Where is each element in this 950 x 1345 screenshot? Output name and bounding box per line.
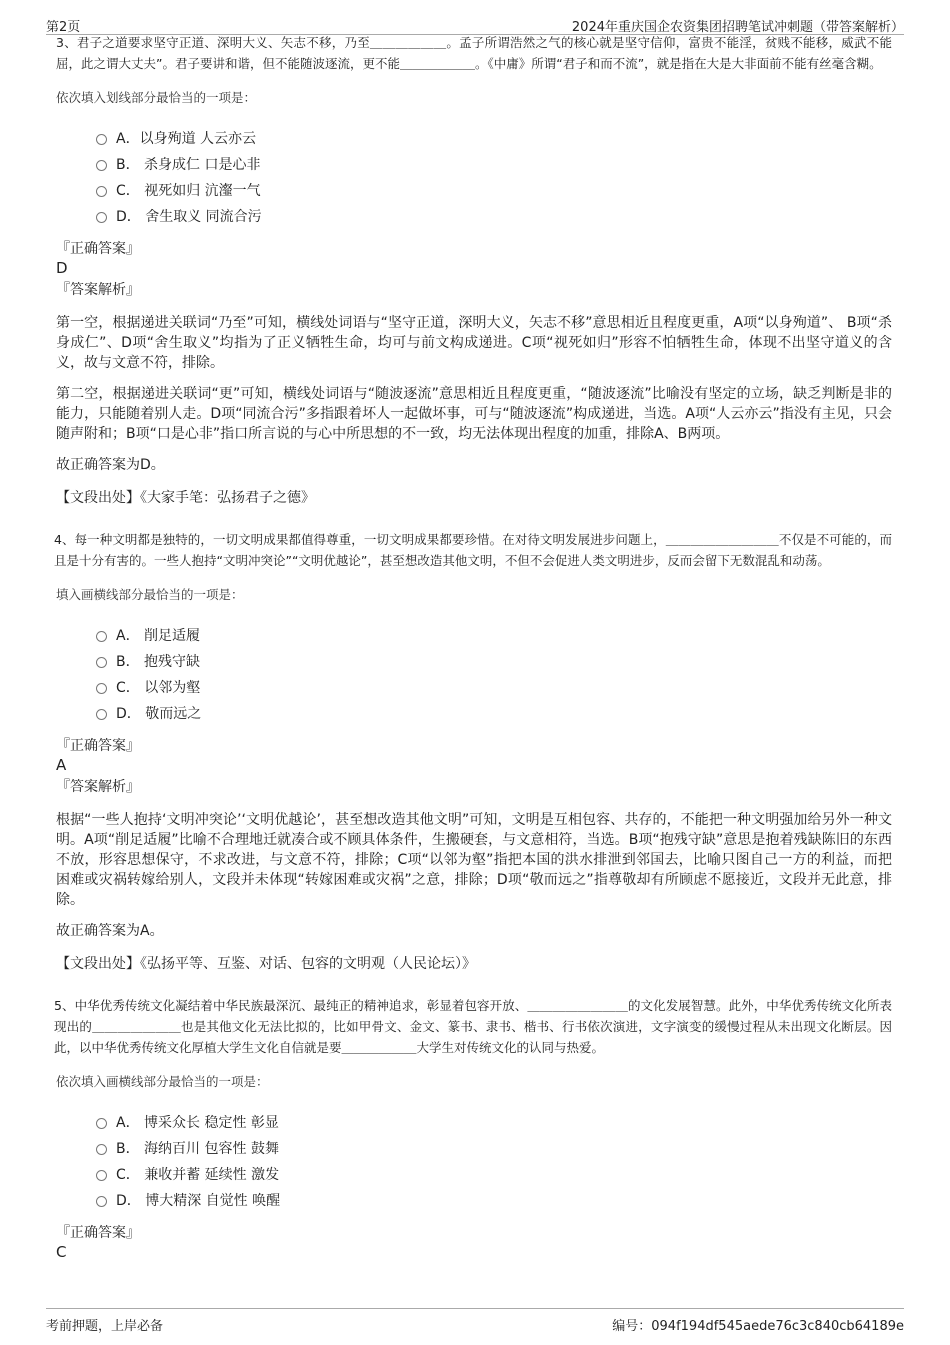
footer-slogan: 考前押题，上岸必备: [46, 1319, 164, 1334]
correct-answer-label: 『正确答案』: [56, 241, 140, 257]
question-3-options: [96, 126, 892, 230]
option-label: C． 以邻为壑: [116, 680, 201, 696]
question-3-text-wrapper: [56, 36, 892, 74]
radio-icon[interactable]: [96, 1118, 107, 1129]
option-label: D． 舍生取义 同流合污: [116, 209, 262, 225]
radio-icon[interactable]: [96, 212, 107, 223]
option-label: C． 视死如归 沆瀣一气: [116, 183, 261, 199]
analysis-paragraph: 第一空，根据递进关联词“乃至”可知，横线处词语与“坚守正道，深明大义，矢志不移”意思相近且程度更重，A项“以身殉道”、 B项“杀身成仁”、D项“舍生取义”均指为了正义牺牲生命，均可与前文构成递进。C项“视死如归”形容不怕牺牲生命，体现不出坚守道义的含义，故与文意不符，排除。: [56, 315, 892, 371]
option-c[interactable]: [96, 178, 892, 204]
radio-icon[interactable]: [96, 1196, 107, 1207]
question-5-prompt: 依次填入画横线部分最恰当的一项是：: [56, 1074, 269, 1089]
correct-answer: A: [56, 756, 67, 774]
option-c[interactable]: [96, 675, 892, 701]
option-label: B． 抱残守缺: [116, 654, 201, 670]
option-label: C． 兼收并蓄 延续性 激发: [116, 1167, 280, 1183]
option-label: A． 削足适履: [116, 628, 201, 644]
page-footer: [46, 1308, 904, 1333]
option-b[interactable]: [96, 152, 892, 178]
analysis-conclusion: 故正确答案为D。: [56, 457, 165, 473]
analysis-paragraph: 根据“一些人抱持‘文明冲突论’‘文明优越论’，甚至想改造其他文明”可知，文明是互相包容、共存的，不能把一种文明强加给另外一种文明。A项“削足适履”比喻不合理地迁就凑合或不顾具体条件，生搬硬套，与文意相符，当选。B项“抱残守缺”意思是抱着残缺陈旧的东西不放，形容思想保守，不求改进，与文意不符，排除；C项“以邻为壑”指把本国的洪水排泄到邻国去，比喻只图自己一方的利益，而把困难或灾祸转嫁给别人，文段并未体现“转嫁困难或灾祸”之意，排除；D项“敬而远之”指尊敬却有所顾虑不愿接近，文段并无此意，排除。: [56, 812, 892, 908]
document-id: 编号：094f194df545aede76c3c840cb64189e: [612, 1319, 904, 1334]
option-d[interactable]: [96, 701, 892, 727]
question-4-options: [96, 623, 892, 727]
option-d[interactable]: [96, 204, 892, 230]
option-label: A． 博采众长 稳定性 彰显: [116, 1115, 279, 1131]
question-5-options: [96, 1110, 892, 1214]
source-citation: 【文段出处】《大家手笔：弘扬君子之德》: [56, 490, 315, 506]
option-label: A．以身殉道 人云亦云: [116, 131, 257, 147]
option-label: B． 海纳百川 包容性 鼓舞: [116, 1141, 279, 1157]
analysis-paragraph: 第二空，根据递进关联词“更”可知，横线处词语与“随波逐流”意思相近且程度更重，“随波逐流”比喻没有坚定的立场，缺乏判断是非的能力，只能随着别人走。D项“同流合污”多指跟着坏人一起做坏事，可与“随波逐流”构成递进，当选。A项“人云亦云”指没有主见，只会随声附和；B项“口是心非”指口所言说的与心中所思想的不一致，均无法体现出程度的加重，排除A、B两项。: [56, 386, 892, 442]
option-a[interactable]: [96, 126, 892, 152]
source-citation: 【文段出处】《弘扬平等、互鉴、对话、包容的文明观（人民论坛）》: [56, 956, 476, 972]
correct-answer-label: 『正确答案』: [56, 738, 140, 754]
analysis-label: 『答案解析』: [56, 779, 140, 795]
radio-icon[interactable]: [96, 1144, 107, 1155]
option-a[interactable]: [96, 623, 892, 649]
radio-icon[interactable]: [96, 631, 107, 642]
correct-answer-label: 『正确答案』: [56, 1225, 140, 1241]
option-c[interactable]: [96, 1162, 892, 1188]
question-4-prompt: 填入画横线部分最恰当的一项是：: [56, 587, 244, 602]
radio-icon[interactable]: [96, 160, 107, 171]
correct-answer: C: [56, 1243, 67, 1261]
option-label: D． 博大精深 自觉性 唤醒: [116, 1193, 281, 1209]
question-3-prompt: 依次填入划线部分最恰当的一项是：: [56, 90, 257, 105]
document-title: 2024年重庆国企农资集团招聘笔试冲刺题（带答案解析）: [571, 20, 904, 35]
option-b[interactable]: [96, 649, 892, 675]
radio-icon[interactable]: [96, 709, 107, 720]
question-3-text: 3、君子之道要求坚守正道、深明大义、矢志不移，乃至＿＿＿＿＿＿。孟子所谓浩然之气的核心就是坚守信仰，富贵不能淫，贫贱不能移，威武不能屈，此之谓大丈夫”。君子要讲和谐，但不能随波逐流，更不能＿＿＿＿＿＿。《中庸》所谓“君子和而不流”，就是指在大是大非面前不能有丝毫含糊。: [56, 36, 892, 71]
question-4-text: 4、每一种文明都是独特的，一切文明成果都值得尊重，一切文明成果都要珍惜。在对待文明发展进步问题上，＿＿＿＿＿＿＿＿＿不仅是不可能的，而且是十分有害的。一些人抱持“文明冲突论”“文明优越论”，甚至想改造其他文明，不但不会促进人类文明进步，反而会留下无数混乱和动荡。: [54, 532, 892, 568]
option-label: B． 杀身成仁 口是心非: [116, 157, 261, 173]
option-d[interactable]: [96, 1188, 892, 1214]
question-5-text: 5、中华优秀传统文化凝结着中华民族最深沉、最纯正的精神追求，彰显着包容开放、＿＿＿＿＿＿＿＿的文化发展智慧。此外，中华优秀传统文化所表现出的＿＿＿＿＿＿＿也是其他文化无法比拟的，比如甲骨文、金文、篆书、隶书、楷书、行书依次演进，文字演变的缓慢过程从未出现文化断层。因此，以中华优秀传统文化厚植大学生文化自信就是要＿＿＿＿＿＿大学生对传统文化的认同与热爱。: [54, 998, 892, 1055]
option-label: D． 敬而远之: [116, 706, 202, 722]
radio-icon[interactable]: [96, 186, 107, 197]
radio-icon[interactable]: [96, 683, 107, 694]
page-header: [46, 14, 904, 35]
analysis-label: 『答案解析』: [56, 282, 140, 298]
page-number: 第2页: [46, 20, 81, 35]
radio-icon[interactable]: [96, 657, 107, 668]
analysis-conclusion: 故正确答案为A。: [56, 923, 164, 939]
radio-icon[interactable]: [96, 1170, 107, 1181]
radio-icon[interactable]: [96, 134, 107, 145]
option-a[interactable]: [96, 1110, 892, 1136]
document-body: [56, 36, 892, 1261]
correct-answer: D: [56, 259, 68, 277]
option-b[interactable]: [96, 1136, 892, 1162]
